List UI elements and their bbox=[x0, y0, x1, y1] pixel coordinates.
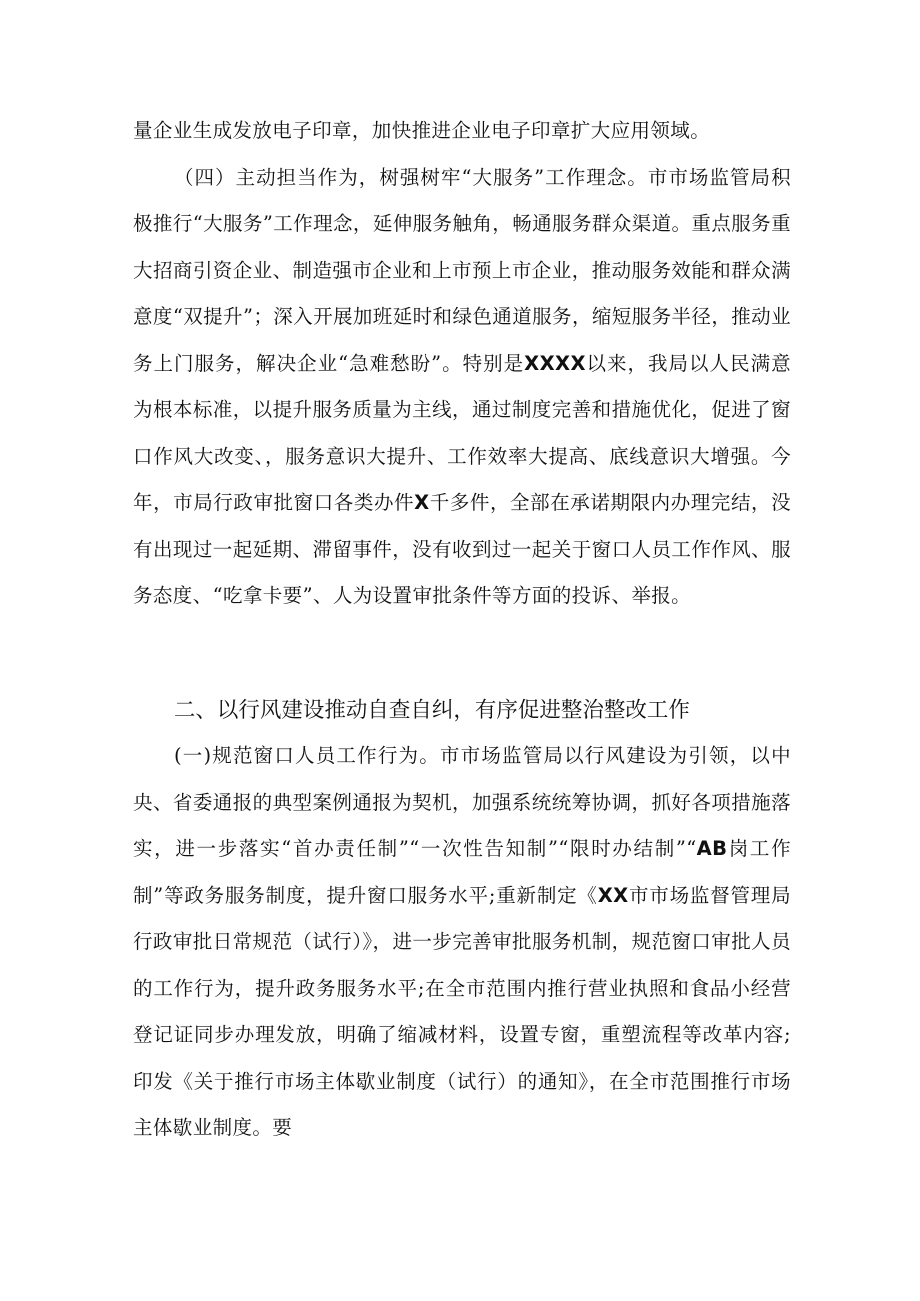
paragraph-text: (一)规范窗口人员工作行为。市市场监管局以行风建设为引领，以中央、省委通报的典型案例通报为契机，加强系统统筹协调，抓好各项措施落实，进一步落实“首办责任制”“一次性告知制”“限时办结制”“ bbox=[133, 744, 791, 860]
paragraph-text: 岗工作制”等政务服务制度，提升窗口服务水平;重新制定《 bbox=[133, 837, 791, 907]
section-one-text bbox=[133, 108, 791, 620]
paragraph-big-service bbox=[133, 155, 791, 620]
section-heading: 二、以行风建设推动自查自纠，有序促进整治整改工作 bbox=[173, 698, 690, 723]
paragraph-text: 以来，我局以人民满意为根本标准，以提升服务质量为主线，通过制度完善和措施优化，促进了窗口作风大改变、，服务意识大提升、工作效率大提高、底线意识大增强。今年，市局行政审批窗口各类办件 bbox=[133, 351, 791, 514]
paragraph-text: 千多件，全部在承诺期限内办理完结，没有出现过一起延期、滞留事件，没有收到过一起关于窗口人员工作作风、服务态度、“吃拿卡要”、人为设置审批条件等方面的投诉、举报。 bbox=[133, 491, 791, 607]
placeholder-ab: AB bbox=[696, 837, 728, 860]
paragraph-text: （四）主动担当作为，树强树牢“大服务”工作理念。市市场监管局积极推行“大服务”工作理念，延伸服务触角，畅通服务群众渠道。重点服务重大招商引资企业、制造强市企业和上市预上市企业，推动服务效能和群众满意度“双提升”；深入开展加班延时和绿色通道服务，缩短服务半径，推动业务上门服务，解决企业“急难愁盼”。特别是 bbox=[133, 165, 791, 375]
section-two-text bbox=[133, 733, 791, 1152]
placeholder-count: X bbox=[414, 491, 430, 514]
paragraph-continuation bbox=[133, 108, 791, 155]
paragraph-text: 市市场监督管理局行政审批日常规范（试行）》，进一步完善审批服务机制，规范窗口审批人员的工作行为，提升政务服务水平;在全市范围内推行营业执照和食品小经营登记证同步办理发放，明确了缩减材料，设置专窗，重塑流程等改革内容;印发《关于推行市场主体歇业制度（试行）的通知》，在全市范围推行市场主体歇业制度。要 bbox=[133, 883, 792, 1139]
paragraph-window-conduct bbox=[133, 733, 791, 1152]
paragraph-text: 量企业生成发放电子印章，加快推进企业电子印章扩大应用领域。 bbox=[133, 119, 711, 142]
placeholder-date: XXXX bbox=[524, 351, 586, 375]
placeholder-city: XX bbox=[597, 883, 629, 907]
